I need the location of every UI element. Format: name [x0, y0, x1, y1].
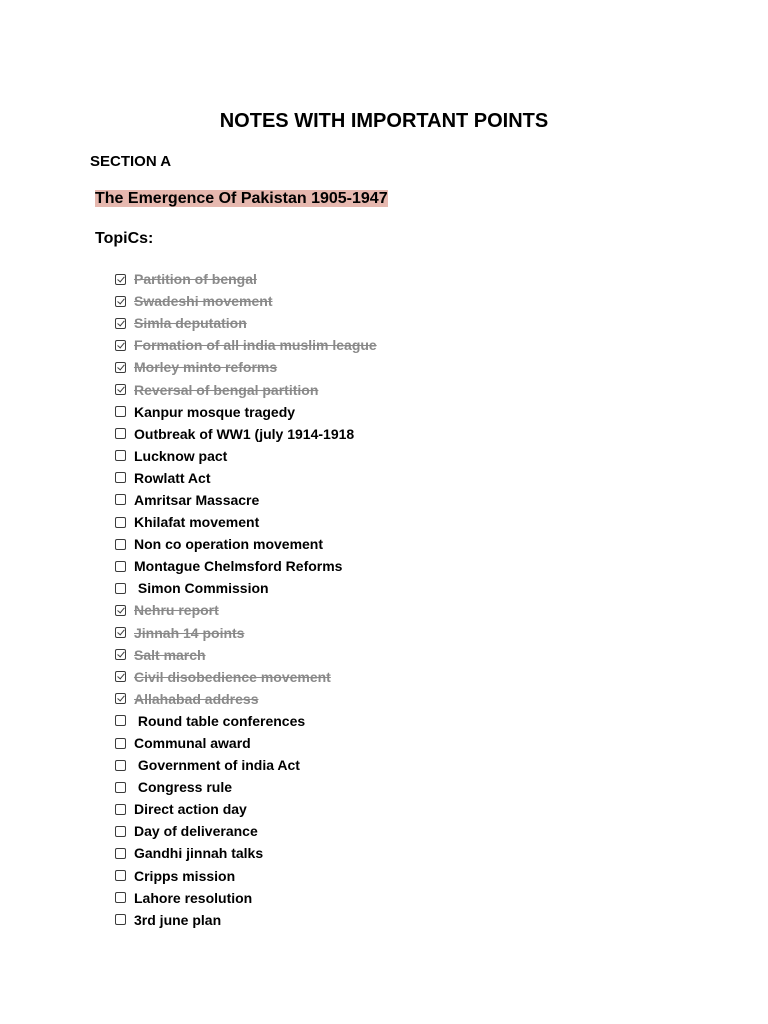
topic-item — [115, 423, 377, 445]
checkbox-unchecked-icon[interactable] — [115, 870, 126, 881]
checkbox-unchecked-icon[interactable] — [115, 715, 126, 726]
topic-item — [115, 909, 377, 931]
topic-item — [115, 710, 377, 732]
topic-item — [115, 334, 377, 356]
topic-item — [115, 312, 377, 334]
topic-checklist — [115, 268, 377, 931]
topic-label: Reversal of bengal partition — [134, 381, 319, 398]
topic-label: Amritsar Massacre — [134, 491, 260, 508]
topic-item — [115, 776, 377, 798]
checkbox-checked-icon[interactable] — [115, 274, 126, 285]
checkbox-unchecked-icon[interactable] — [115, 539, 126, 550]
topic-label: Congress rule — [134, 779, 233, 796]
checkbox-unchecked-icon[interactable] — [115, 450, 126, 461]
checkbox-unchecked-icon[interactable] — [115, 826, 126, 837]
checkbox-unchecked-icon[interactable] — [115, 892, 126, 903]
checkbox-checked-icon[interactable] — [115, 340, 126, 351]
checkbox-unchecked-icon[interactable] — [115, 848, 126, 859]
checkbox-checked-icon[interactable] — [115, 296, 126, 307]
topic-item — [115, 489, 377, 511]
topic-label: Morley minto reforms — [134, 359, 278, 376]
checkbox-unchecked-icon[interactable] — [115, 494, 126, 505]
checkbox-checked-icon[interactable] — [115, 693, 126, 704]
topic-label: Civil disobedience movement — [134, 668, 331, 685]
topic-label: Khilafat movement — [134, 514, 260, 531]
checkbox-unchecked-icon[interactable] — [115, 406, 126, 417]
checkbox-checked-icon[interactable] — [115, 384, 126, 395]
topic-label: Montague Chelmsford Reforms — [134, 558, 343, 575]
checkbox-unchecked-icon[interactable] — [115, 738, 126, 749]
topic-item — [115, 688, 377, 710]
checkbox-unchecked-icon[interactable] — [115, 782, 126, 793]
topic-label: Government of india Act — [134, 757, 300, 774]
section-label: SECTION A — [90, 153, 172, 170]
topic-label: Non co operation movement — [134, 536, 324, 553]
topic-item — [115, 356, 377, 378]
checkbox-unchecked-icon[interactable] — [115, 583, 126, 594]
checkbox-unchecked-icon[interactable] — [115, 914, 126, 925]
topic-label: Kanpur mosque tragedy — [134, 403, 296, 420]
topic-item — [115, 378, 377, 400]
topics-label: TopiCs: — [95, 230, 154, 247]
subtitle-text: The Emergence Of Pakistan 1905-1947 — [95, 190, 388, 207]
topic-item — [115, 798, 377, 820]
subtitle-heading — [91, 189, 392, 209]
topic-label: 3rd june plan — [134, 911, 222, 928]
topic-item — [115, 865, 377, 887]
topic-label: Partition of bengal — [134, 271, 257, 288]
topic-item — [115, 644, 377, 666]
document-title: NOTES WITH IMPORTANT POINTS — [219, 110, 549, 132]
topic-item — [115, 577, 377, 599]
checkbox-checked-icon[interactable] — [115, 671, 126, 682]
topic-label: Nehru report — [134, 602, 219, 619]
topic-label: Lucknow pact — [134, 447, 228, 464]
topic-item — [115, 732, 377, 754]
checkbox-unchecked-icon[interactable] — [115, 760, 126, 771]
topic-label: Lahore resolution — [134, 889, 253, 906]
topic-item — [115, 533, 377, 555]
checkbox-unchecked-icon[interactable] — [115, 428, 126, 439]
topic-label: Jinnah 14 points — [134, 624, 245, 641]
topic-label: Salt march — [134, 646, 206, 663]
topic-label: Outbreak of WW1 (july 1914-1918 — [134, 425, 355, 442]
topic-item — [115, 622, 377, 644]
topic-item — [115, 555, 377, 577]
topic-item — [115, 467, 377, 489]
topic-label: Gandhi jinnah talks — [134, 845, 264, 862]
topic-label: Simla deputation — [134, 315, 247, 332]
checkbox-unchecked-icon[interactable] — [115, 517, 126, 528]
topic-item — [115, 401, 377, 423]
topic-label: Simon Commission — [134, 580, 269, 597]
checkbox-unchecked-icon[interactable] — [115, 472, 126, 483]
topic-label: Rowlatt Act — [134, 469, 211, 486]
topic-item — [115, 820, 377, 842]
topic-item — [115, 268, 377, 290]
topic-label: Swadeshi movement — [134, 293, 273, 310]
topic-item — [115, 842, 377, 864]
topic-item — [115, 511, 377, 533]
topic-label: Allahabad address — [134, 690, 259, 707]
topic-item — [115, 599, 377, 621]
checkbox-checked-icon[interactable] — [115, 627, 126, 638]
checkbox-checked-icon[interactable] — [115, 649, 126, 660]
topic-label: Cripps mission — [134, 867, 236, 884]
topic-item — [115, 754, 377, 776]
topic-label: Round table conferences — [134, 712, 306, 729]
checkbox-unchecked-icon[interactable] — [115, 804, 126, 815]
topic-item — [115, 666, 377, 688]
topic-label: Day of deliverance — [134, 823, 258, 840]
checkbox-checked-icon[interactable] — [115, 362, 126, 373]
topic-label: Direct action day — [134, 801, 247, 818]
topic-item — [115, 445, 377, 467]
topic-item — [115, 887, 377, 909]
checkbox-unchecked-icon[interactable] — [115, 561, 126, 572]
checkbox-checked-icon[interactable] — [115, 605, 126, 616]
checkbox-checked-icon[interactable] — [115, 318, 126, 329]
topic-item — [115, 290, 377, 312]
topic-label: Formation of all india muslim league — [134, 337, 377, 354]
topic-label: Communal award — [134, 735, 251, 752]
